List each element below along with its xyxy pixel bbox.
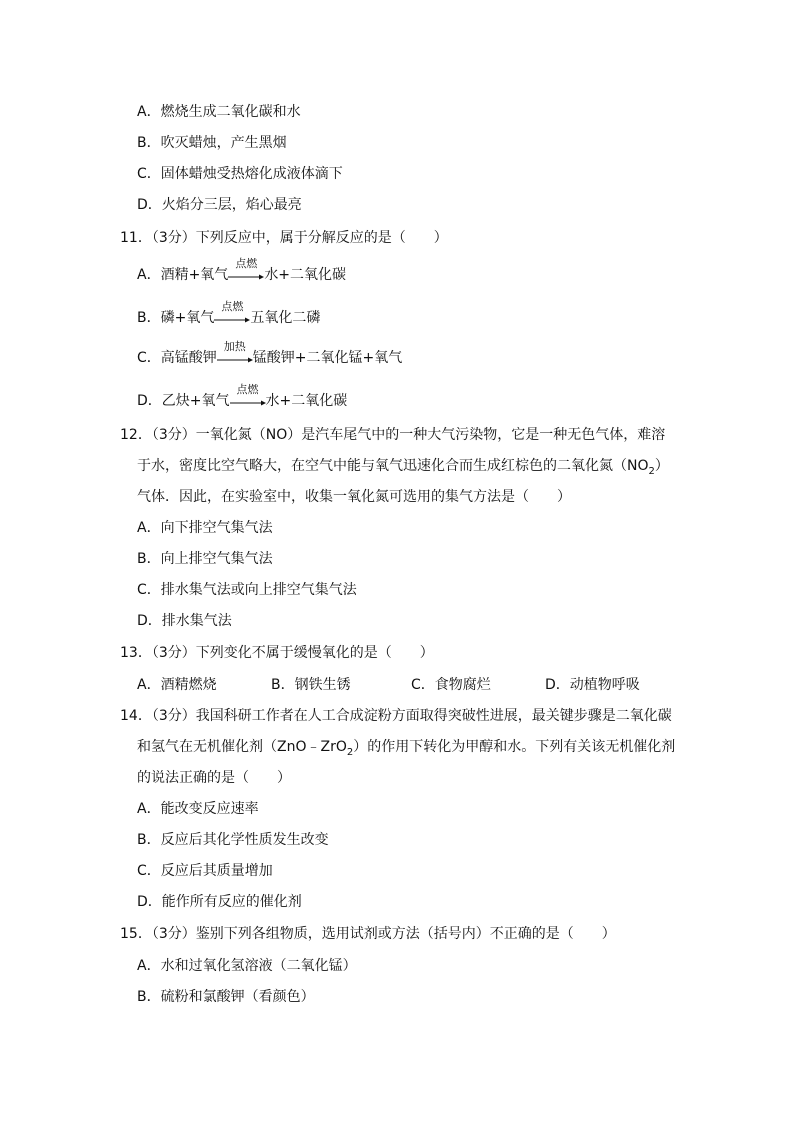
q11-option-c bbox=[137, 340, 403, 368]
q13-option-a: A．酒精燃烧 bbox=[137, 677, 217, 693]
q11-option-d bbox=[137, 383, 348, 411]
products: 五氧化二磷 bbox=[250, 310, 321, 326]
products: 水+二氧化碳 bbox=[265, 393, 348, 409]
reaction-arrow bbox=[230, 383, 266, 411]
q14-option-b: B．反应后其化学性质发生改变 bbox=[137, 832, 329, 848]
right-arrow-icon bbox=[230, 400, 266, 406]
q13-option-c: C．食物腐烂 bbox=[411, 677, 491, 693]
text-segment: ） bbox=[654, 458, 669, 474]
q14-stem-line3: 的说法正确的是（ ） bbox=[137, 770, 291, 786]
reactants: 磷+氧气 bbox=[160, 310, 215, 326]
right-arrow-icon bbox=[217, 357, 253, 363]
q13-option-b: B．钢铁生锈 bbox=[271, 677, 351, 693]
option-label: C． bbox=[137, 350, 161, 366]
q14-stem-line2 bbox=[137, 737, 675, 757]
q10-option-d: D．火焰分三层，焰心最亮 bbox=[137, 197, 302, 213]
q10-option-c: C．固体蜡烛受热熔化成液体滴下 bbox=[137, 166, 343, 182]
reaction-arrow bbox=[228, 257, 264, 285]
q15-option-a: A．水和过氧化氢溶液（二氧化锰） bbox=[137, 958, 357, 974]
option-label: A． bbox=[137, 267, 161, 283]
q14-stem-line1: 14．（3分）我国科研工作者在人工合成淀粉方面取得突破性进展，最关键步骤是二氧化碳 bbox=[120, 708, 672, 724]
q13-stem: 13．（3分）下列变化不属于缓慢氧化的是（ ） bbox=[120, 645, 434, 661]
q12-stem-line2 bbox=[137, 456, 669, 476]
q14-option-c: C．反应后其质量增加 bbox=[137, 863, 273, 879]
reaction-condition: 点燃 bbox=[235, 257, 258, 270]
text-segment: 于水，密度比空气略大，在空气中能与氧气迅速化合而生成红棕色的二氧化氮（NO bbox=[137, 458, 649, 474]
subscript: 2 bbox=[346, 746, 354, 758]
option-label: D． bbox=[137, 393, 162, 409]
products: 水+二氧化碳 bbox=[264, 267, 347, 283]
text-segment: ）的作用下转化为甲醇和水。下列有关该无机催化剂 bbox=[353, 739, 676, 755]
q12-option-b: B．向上排空气集气法 bbox=[137, 551, 273, 567]
reactants: 酒精+氧气 bbox=[160, 267, 229, 283]
q11-stem: 11．（3分）下列反应中，属于分解反应的是（ ） bbox=[120, 230, 448, 246]
right-arrow-icon bbox=[228, 274, 264, 280]
q11-option-a bbox=[137, 257, 347, 285]
reactants: 高锰酸钾 bbox=[160, 350, 217, 366]
q12-option-a: A．向下排空气集气法 bbox=[137, 520, 273, 536]
right-arrow-icon bbox=[214, 317, 250, 323]
q10-option-b: B．吹灭蜡烛，产生黑烟 bbox=[137, 135, 287, 151]
q14-option-a: A．能改变反应速率 bbox=[137, 801, 259, 817]
q13-option-d: D．动植物呼吸 bbox=[545, 677, 640, 693]
q12-option-d: D．排水集气法 bbox=[137, 613, 232, 629]
subscript: 2 bbox=[648, 465, 655, 477]
q11-option-b bbox=[137, 300, 321, 328]
reaction-arrow bbox=[214, 300, 250, 328]
q15-stem: 15．（3分）鉴别下列各组物质，选用试剂或方法（括号内）不正确的是（ ） bbox=[120, 926, 616, 942]
q12-option-c: C．排水集气法或向上排空气集气法 bbox=[137, 582, 357, 598]
products: 锰酸钾+二氧化锰+氧气 bbox=[252, 350, 403, 366]
option-label: B． bbox=[137, 310, 161, 326]
q10-option-a: A．燃烧生成二氧化碳和水 bbox=[137, 104, 301, 120]
reaction-arrow bbox=[217, 340, 253, 368]
reaction-condition: 点燃 bbox=[236, 383, 259, 396]
q12-stem-line1: 12．（3分）一氧化氮（NO）是汽车尾气中的一种大气污染物，它是一种无色气体，难溶 bbox=[120, 427, 666, 443]
reaction-condition: 点燃 bbox=[221, 300, 244, 313]
text-segment: 和氢气在无机催化剂（ZnO﹣ZrO bbox=[137, 739, 347, 755]
q12-stem-line3: 气体．因此，在实验室中，收集一氧化氮可选用的集气方法是（ ） bbox=[137, 489, 571, 505]
q14-option-d: D．能作所有反应的催化剂 bbox=[137, 894, 302, 910]
reaction-condition: 加热 bbox=[223, 340, 246, 353]
reactants: 乙炔+氧气 bbox=[161, 393, 230, 409]
q15-option-b: B．硫粉和氯酸钾（看颜色） bbox=[137, 989, 315, 1005]
